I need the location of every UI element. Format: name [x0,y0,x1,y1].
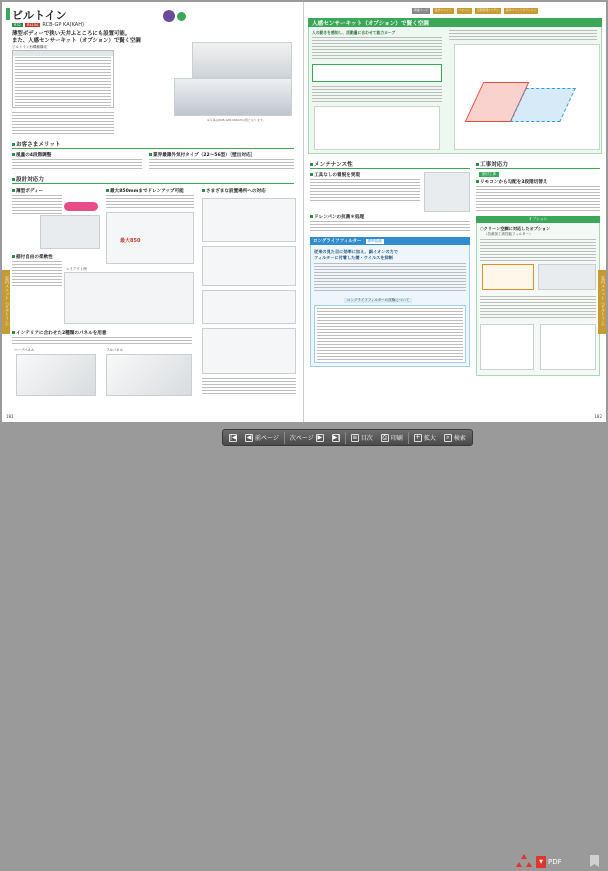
toolbar-divider [284,432,285,444]
toolbar-divider-3 [408,432,409,444]
print-label: 印刷 [390,435,403,442]
headline-2: また、人感センサーキット（オプション）で賢く空調 [12,38,141,44]
pdf-icon: ▼ [536,856,546,868]
design-4-title [12,254,53,260]
model-code: RCB-GP KA(KAH) [42,22,84,28]
construction-sub: 据付工事 [479,172,499,177]
new-badge-icon [163,10,175,22]
pdf-button[interactable] [536,853,562,871]
design-1-label: 薄型ボディー [16,189,44,194]
sensor-callout [312,64,442,82]
design-1-title [12,188,43,194]
merit-2-title [149,152,255,158]
install-notes [202,378,296,394]
panel-label-full: フルパネル [106,348,124,352]
right-page[interactable] [304,2,606,422]
left-page-number: 181 [6,414,14,419]
construction-title [476,160,508,168]
zoom-in-label: 拡大 [423,435,436,442]
maintenance-rule [310,168,470,169]
maintenance-2-title [310,214,364,220]
search-label: 検索 [453,435,466,442]
option-filter-photo [538,264,596,290]
maintenance-2-text [310,221,470,233]
photo-caption: ※写真はRCB-GP140KAHの例となります。 [207,118,266,122]
full-panel-photo [106,354,192,396]
design-4-label: 据付自由の柔軟性 [16,255,53,260]
option-diagram-2 [540,324,596,370]
search-icon: ⌕ [444,434,452,442]
left-page[interactable] [2,2,304,422]
sensor-title: 人感センサーキット（オプション）で賢く空調 [312,21,429,27]
last-page-button[interactable] [329,431,343,444]
brand-logo-icon [516,853,532,870]
construction-title-label: 工事対応力 [480,162,508,168]
spec-table [12,50,114,108]
option-diagram-1 [480,324,534,370]
filter-title: ロングライフフィルター [313,239,362,244]
toc-label: 目次 [360,435,373,442]
zoom-in-button[interactable] [411,431,439,444]
design-5-text [12,337,192,345]
option-title-1: ○クリーン空調に対応したオプション [480,226,551,231]
search-button[interactable] [441,431,469,444]
sensor-kit-illustration [314,106,440,150]
left-side-tab[interactable]: 室内ユニット（ビルトイン） [2,270,10,334]
layout-label: レイアウト例 [66,267,87,271]
last-page-icon: ▶| [332,433,340,441]
spec-table-header [13,51,113,56]
filter-table-title: ロングライフフィルターの試験について [344,298,412,303]
design-5-title [12,330,106,336]
pdf-label: PDF [548,858,562,866]
section-design-label: 設計対応力 [16,177,44,183]
related-tab-2[interactable]: リモコン [458,8,470,12]
design-5-label: インテリアに合わせた2種類のパネルを用意 [16,331,107,336]
option-efficiency-box [482,264,534,290]
merit-1-text [12,159,142,171]
section-rule [12,148,294,149]
install-variation-4 [202,328,296,374]
option-title-2: （抗菌加工高性能フィルター） [484,232,533,236]
install-variation-2 [202,246,296,286]
section-bullet-icon [12,143,15,146]
panel-label-half: ハーブパネル [14,348,35,352]
option-notes [480,296,596,320]
section-customer-merit [12,140,61,148]
install-variation-1 [202,198,296,242]
section-customer-merit-label: お客さまメリット [16,142,61,148]
next-page-button[interactable] [287,431,327,444]
maintenance-1-label: 工具なしの着脱を実現 [314,173,360,178]
page-title: ビルトイン [12,9,67,22]
print-button[interactable] [378,431,406,444]
toolbar-divider-2 [345,432,346,444]
merit-1-label: 風量の4段階調整 [16,153,52,158]
merit-1-title [12,152,51,158]
related-tab-1[interactable]: 室外ユニット [434,8,452,12]
maintenance-2-label: ドレンパンの抗菌＊処理 [314,215,365,220]
merit-2-label: 業界最薄外気付タイプ（22〜56型）［壁出対応］ [153,153,256,158]
construction-1-text [476,186,600,212]
related-tab-0[interactable]: 関連ページ [414,8,428,12]
sensor-text-2 [312,86,442,102]
install-variation-3 [202,290,296,324]
right-page-number: 182 [594,414,602,419]
nav-group [222,429,473,446]
design-3-title [202,188,266,194]
model-row [12,22,84,28]
bookmark-button[interactable] [590,855,599,867]
filter-title-bar [310,237,470,245]
zoom-icon: + [415,433,421,441]
spec-label: ビルトイン形機種構成 [12,45,47,49]
thin-body-diagram [40,215,100,249]
sensor-note [449,30,597,42]
maintenance-title [310,160,353,168]
section-design [12,175,44,183]
headline-1: 薄型ボディーで狭い天井ふところにも設置可能。 [12,31,131,37]
filter-headline-1: 従来の見た目に効率に加え、細イオンの力で [314,249,398,254]
unit-photo-2 [174,78,292,116]
print-icon: ⎙ [382,433,388,441]
design-3-label: さまざまな設置場所への対応 [206,189,266,194]
filter-badge: 標準装備 [367,238,382,243]
model-tag-r32: R32 [14,23,21,27]
page-spread [2,2,606,422]
next-arrow-icon: ▶ [317,433,323,441]
prev-page-button[interactable] [242,431,282,444]
prev-arrow-icon: ◀ [246,433,252,441]
related-pages-bar [412,8,602,14]
construction-rule [476,168,600,169]
bookmark-icon [590,855,599,867]
maintenance-1-text [310,179,420,201]
design-4-text [12,261,62,287]
section-rule-2 [12,183,294,184]
model-tag-r410a: R410A [26,23,39,27]
related-tab-3[interactable]: 空調管理システム [476,8,499,12]
merit-2-text [149,159,294,171]
design-2-text [106,195,194,209]
prev-page-label: 前ページ [255,435,279,442]
option-label: オプション [476,216,600,223]
first-page-button[interactable] [226,431,240,444]
title-accent [6,8,10,20]
eco-badge-icon [177,12,186,21]
sensor-text-1 [312,37,442,61]
option-text [480,239,596,261]
right-side-tab[interactable]: 室内ユニット（ビルトイン） [598,270,606,334]
unit-photo-1 [192,42,292,78]
filter-headline-2: フィルターに付着した菌・ウイルスを抑制 [314,255,393,260]
half-panel-photo [16,354,96,396]
construction-1-title [476,179,548,185]
drain-height-badge: 最大850 [120,238,141,244]
related-tab-4[interactable]: 室外ユニットオプション [505,8,537,12]
toc-icon: ≡ [352,433,358,441]
viewer-toolbar [0,425,608,866]
toc-button[interactable] [348,431,376,444]
maintenance-1-title [310,172,360,178]
layout-example-diagram [64,272,194,324]
spec-notes [12,112,114,134]
filter-test-table [314,305,466,363]
design-1-text [12,195,62,215]
thin-callout-badge [64,202,98,211]
construction-1-label: リモコンから勾配を3段階切替え [480,180,548,185]
filter-text [314,263,466,293]
design-2-title [106,188,184,194]
first-page-icon: |◀ [230,433,237,441]
next-page-label: 次ページ [289,435,314,442]
filter-removal-photo [424,172,470,212]
design-2-label: 最大850mmまでドレンアップ可能 [110,189,184,194]
maintenance-title-label: メンテナンス性 [314,162,353,168]
sensor-sub1: 人の動きを感知し、活動量に合わせて能力カーブ [312,30,396,35]
